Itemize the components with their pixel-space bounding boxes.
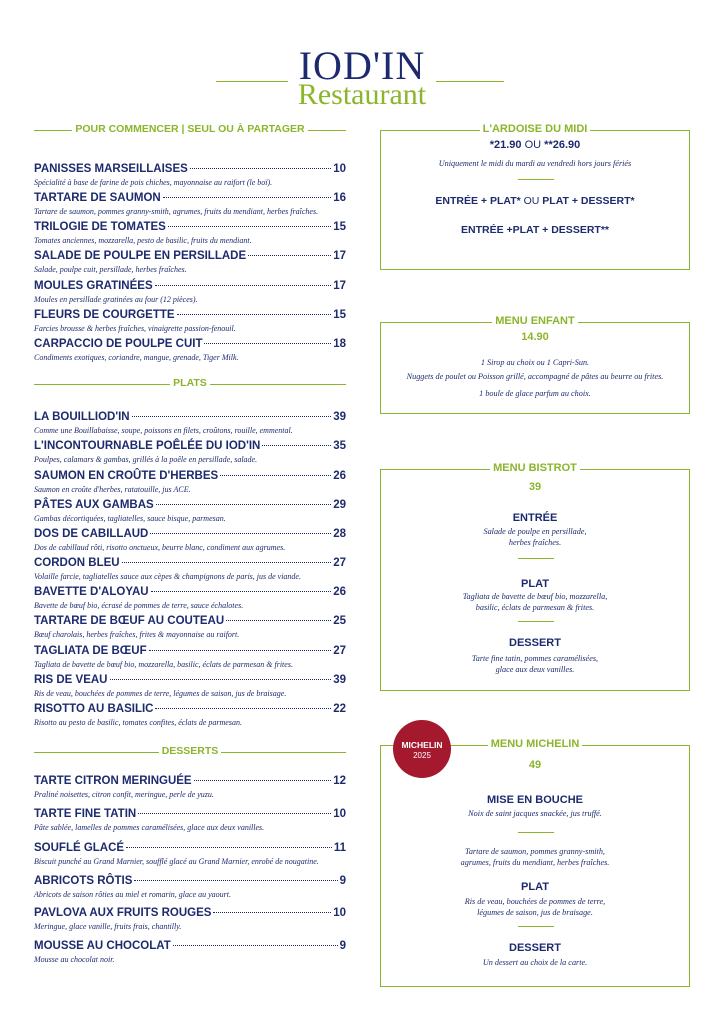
menu-item-description: Bœuf charolais, herbes fraîches, frites & mayonnaise au raifort. xyxy=(34,630,240,639)
dot-leader xyxy=(110,679,332,680)
menu-item xyxy=(34,557,346,581)
menu-item-name: SALADE DE POULPE EN PERSILLADE xyxy=(34,250,247,262)
section-header xyxy=(34,377,346,391)
michelin-mise-heading: MISE EN BOUCHE xyxy=(487,794,583,806)
michelin-mise-line: Noix de saint jacques snackée, jus truffé. xyxy=(468,809,602,818)
menu-item-price: 29 xyxy=(333,499,346,511)
dot-leader xyxy=(173,945,338,946)
menu-item-description: Risotto au pesto de basilic, tomates confites, éclats de parmesan. xyxy=(34,718,242,727)
enfant-line-3: 1 boule de glace parfum au choix. xyxy=(479,389,591,398)
menu-item-price: 39 xyxy=(333,674,346,686)
dot-leader xyxy=(177,314,332,315)
menu-enfant-box xyxy=(380,315,690,414)
menu-item-description: Poulpes, calamars & gambas, grillés à la poêle en persillade, salade. xyxy=(34,455,258,464)
menu-item-name: CARPACCIO DE POULPE CUIT xyxy=(34,338,203,350)
menu-item-description: Comme une Bouillabaisse, soupe, poissons en filets, croûtons, rouille, emmental. xyxy=(34,426,293,435)
bistrot-entree-heading: ENTRÉE xyxy=(512,512,558,524)
menu-item-name: L'INCONTOURNABLE POÊLÉE DU IOD'IN xyxy=(34,440,261,452)
menu-item-description: Saumon en croûte d'herbes, ratatouille, jus ACE. xyxy=(34,485,191,494)
menu-item-name: TARTARE DE SAUMON xyxy=(34,192,161,204)
michelin-plat-line-1: Ris de veau, bouchées de pommes de terre, xyxy=(464,897,606,906)
divider xyxy=(518,179,554,180)
michelin-plat-heading: PLAT xyxy=(521,881,549,893)
menu-item-name: RIS DE VEAU xyxy=(34,674,108,686)
bistrot-plat-line-1: Tagliata de bavette de bœuf bio, mozzarella, xyxy=(462,592,608,601)
ardoise-price-2: **26.90 xyxy=(544,139,581,151)
menu-item-name: SOUFLÉ GLACÉ xyxy=(34,842,125,854)
dot-leader xyxy=(150,533,331,534)
section-title: DESSERTS xyxy=(159,745,222,757)
menu-item xyxy=(34,674,346,698)
menu-item xyxy=(34,499,346,523)
dot-leader xyxy=(155,708,331,709)
divider xyxy=(518,558,554,559)
menu-item-name: PÂTES AUX GAMBAS xyxy=(34,499,154,511)
menu-item-name: TRILOGIE DE TOMATES xyxy=(34,221,166,233)
menu-item-price: 17 xyxy=(333,280,346,292)
menu-item-description: Spécialité à base de farine de pois chiches, mayonnaise au raifort (le boï). xyxy=(34,178,273,187)
menu-item-description: Praliné noisettes, citron confit, meringue, perle de yuzu. xyxy=(34,790,214,799)
menu-item xyxy=(34,528,346,552)
ardoise-option-1: ENTRÉE + PLAT* OU PLAT + DESSERT* xyxy=(435,195,635,207)
menu-item-price: 26 xyxy=(333,586,346,598)
menu-item xyxy=(34,615,346,639)
dot-leader xyxy=(226,620,331,621)
menu-item-name: TARTE CITRON MERINGUÉE xyxy=(34,775,192,787)
dot-leader xyxy=(163,197,331,198)
menu-item-name: TARTARE DE BŒUF AU COUTEAU xyxy=(34,615,225,627)
menu-item-price: 10 xyxy=(333,808,346,820)
bistrot-entree-line-1: Salade de poulpe en persillade, xyxy=(483,527,587,536)
dot-leader xyxy=(155,285,332,286)
menu-item-description: Gambas décortiquées, tagliatelles, sauce bisque, parmesan. xyxy=(34,514,226,523)
menu-item xyxy=(34,338,346,362)
michelin-entree-line-2: agrumes, fruits du mendiant, herbes fraîches. xyxy=(460,858,610,867)
menu-item-price: 26 xyxy=(333,470,346,482)
menu-item-name: ABRICOTS RÔTIS xyxy=(34,875,133,887)
menu-item xyxy=(34,775,346,799)
menu-item-description: Mousse au chocolat noir. xyxy=(34,955,115,964)
divider xyxy=(518,621,554,622)
menu-item-name: TARTE FINE TATIN xyxy=(34,808,137,820)
menu-item-description: Meringue, glace vanille, fruits frais, chantilly. xyxy=(34,922,182,931)
menu-item-description: Bavette de bœuf bio, écrasé de pommes de terre, sauce échalotes. xyxy=(34,601,244,610)
bistrot-dessert-heading: DESSERT xyxy=(509,637,561,649)
enfant-line-2: Nuggets de poulet ou Poisson grillé, accompagné de pâtes au beurre ou frites. xyxy=(406,372,664,381)
menu-item-price: 27 xyxy=(333,645,346,657)
dot-leader xyxy=(220,475,331,476)
menu-item xyxy=(34,192,346,216)
menu-item xyxy=(34,470,346,494)
restaurant-logo: IOD'IN xyxy=(298,43,426,88)
menu-item-description: Tagliata de bavette de bœuf bio, mozzarella, basilic, éclats de parmesan & frites. xyxy=(34,660,293,669)
enfant-title: MENU ENFANT xyxy=(381,315,689,327)
section-title: PLATS xyxy=(170,377,210,389)
menu-item-name: BAVETTE D'ALOYAU xyxy=(34,586,149,598)
menu-item-name: SAUMON EN CROÛTE D'HERBES xyxy=(34,470,219,482)
ardoise-du-midi-box xyxy=(380,123,690,270)
restaurant-subtitle: Restaurant xyxy=(297,78,427,111)
menu-item-description: Abricots de saison rôties au miel et romarin, glace au yaourt. xyxy=(34,890,232,899)
dot-leader xyxy=(138,813,331,814)
dot-leader xyxy=(168,226,331,227)
bistrot-plat-heading: PLAT xyxy=(521,578,549,590)
menu-item-price: 15 xyxy=(333,309,346,321)
menu-item-name: DOS DE CABILLAUD xyxy=(34,528,149,540)
menu-item-price: 35 xyxy=(333,440,346,452)
enfant-price: 14.90 xyxy=(521,331,549,343)
section-header xyxy=(34,745,346,759)
ardoise-price-1: *21.90 xyxy=(489,139,522,151)
menu-item-description: Tomates anciennes, mozzarella, pesto de basilic, fruits du mendiant. xyxy=(34,236,252,245)
menu-item-name: PAVLOVA AUX FRUITS ROUGES xyxy=(34,907,212,919)
menu-item xyxy=(34,309,346,333)
menu-item-description: Ris de veau, bouchées de pommes de terre, légumes de saison, jus de braisage. xyxy=(34,689,287,698)
menu-item-name: TAGLIATA DE BŒUF xyxy=(34,645,147,657)
menu-item-description: Biscuit punché au Grand Marnier, soufflé glacé au Grand Marnier, enrobé de nougatine. xyxy=(34,857,319,866)
michelin-plat-line-2: légumes de saison, jus de braisage. xyxy=(477,908,593,917)
dot-leader xyxy=(149,650,332,651)
menu-item-name: MOUSSE AU CHOCOLAT xyxy=(34,940,171,952)
menu-item xyxy=(34,875,346,899)
ardoise-prices xyxy=(381,139,689,151)
menu-item xyxy=(34,703,346,727)
menu-item-name: LA BOUILLIOD'IN xyxy=(34,411,130,423)
menu-item xyxy=(34,440,346,464)
menu-item-price: 16 xyxy=(333,192,346,204)
menu-item-price: 25 xyxy=(333,615,346,627)
menu-bistrot-box xyxy=(380,462,690,691)
section-header xyxy=(34,123,346,137)
dot-leader xyxy=(262,445,331,446)
bistrot-entree-line-2: herbes fraîches. xyxy=(508,538,562,547)
menu-item-description: Tartare de saumon, pommes granny-smith, agrumes, fruits du mendiant, herbes fraîches. xyxy=(34,207,319,216)
dot-leader xyxy=(151,591,332,592)
michelin-badge-label: MICHELIN xyxy=(401,740,443,750)
menu-item-price: 10 xyxy=(333,163,346,175)
bistrot-dessert-line-2: glace aux deux vanilles. xyxy=(495,665,575,674)
menu-item-name: FLEURS DE COURGETTE xyxy=(34,309,175,321)
dot-leader xyxy=(134,880,337,881)
michelin-price: 49 xyxy=(528,759,542,771)
menu-item-price: 12 xyxy=(333,775,346,787)
menu-item-price: 17 xyxy=(333,250,346,262)
menu-item-description: Volaille farcie, tagliatelles sauce aux cèpes & champignons de paris, jus de viande. xyxy=(34,572,301,581)
menu-item-name: RISOTTO AU BASILIC xyxy=(34,703,154,715)
section-title: POUR COMMENCER | SEUL OU À PARTAGER xyxy=(72,123,307,135)
dot-leader xyxy=(132,416,332,417)
dot-leader xyxy=(204,343,331,344)
menu-michelin-box xyxy=(380,738,690,987)
menu-item-description: Salade, poulpe cuit, persillade, herbes fraîches. xyxy=(34,265,187,274)
menu-item xyxy=(34,842,346,866)
bistrot-dessert-line-1: Tarte fine tatin, pommes caramélisées, xyxy=(471,654,599,663)
dot-leader xyxy=(190,168,331,169)
divider xyxy=(518,832,554,833)
bistrot-price: 39 xyxy=(528,481,542,493)
menu-item-description: Moules en persillade gratinées au four (12 pièces). xyxy=(34,295,198,304)
dot-leader xyxy=(156,504,332,505)
dot-leader xyxy=(194,780,332,781)
menu-item-price: 10 xyxy=(333,907,346,919)
menu-item-price: 27 xyxy=(333,557,346,569)
ardoise-note: Uniquement le midi du mardi au vendredi hors jours fériés xyxy=(438,159,632,168)
menu-item xyxy=(34,163,346,187)
divider xyxy=(518,926,554,927)
menu-item xyxy=(34,411,346,435)
menu-item xyxy=(34,250,346,274)
menu-item xyxy=(34,907,346,931)
michelin-dessert-line: Un dessert au choix de la carte. xyxy=(482,958,588,967)
menu-item xyxy=(34,586,346,610)
menu-item-name: CORDON BLEU xyxy=(34,557,120,569)
menu-item-price: 18 xyxy=(333,338,346,350)
dot-leader xyxy=(126,847,332,848)
menu-item-price: 9 xyxy=(339,940,346,952)
menu-item-description: Condiments exotiques, coriandre, mangue, grenade, Tiger Milk. xyxy=(34,353,239,362)
dot-leader xyxy=(122,562,332,563)
menu-item-price: 9 xyxy=(339,875,346,887)
menu-item xyxy=(34,221,346,245)
menu-item xyxy=(34,808,346,832)
menu-item-name: PANISSES MARSEILLAISES xyxy=(34,163,188,175)
ardoise-or: OU xyxy=(524,139,542,151)
enfant-line-1: 1 Sirop au choix ou 1 Capri-Sun. xyxy=(480,358,590,367)
ardoise-option-2: ENTRÉE +PLAT + DESSERT** xyxy=(460,224,609,236)
menu-item-price: 22 xyxy=(333,703,346,715)
menu-item-price: 28 xyxy=(333,528,346,540)
menu-item-name: MOULES GRATINÉES xyxy=(34,280,153,292)
bistrot-title: MENU BISTROT xyxy=(381,462,689,474)
menu-item-price: 15 xyxy=(333,221,346,233)
menu-item-price: 39 xyxy=(333,411,346,423)
menu-item xyxy=(34,940,346,964)
menu-item-description: Farcies brousse & herbes fraîches, vinaigrette passion-fenouil. xyxy=(34,324,236,333)
menu-item-description: Pâte sablée, lamelles de pommes caramélisées, glace aux deux vanilles. xyxy=(34,823,265,832)
michelin-badge-year: 2025 xyxy=(413,751,431,760)
menu-item xyxy=(34,280,346,304)
michelin-badge xyxy=(393,720,451,778)
menu-item xyxy=(34,645,346,669)
michelin-entree-line-1: Tartare de saumon, pommes granny-smith, xyxy=(465,847,605,856)
menu-item-description: Dos de cabillaud rôti, risotto onctueux, beurre blanc, condiment aux agrumes. xyxy=(34,543,286,552)
ardoise-title: L'ARDOISE DU MIDI xyxy=(381,123,689,135)
menu-item-price: 11 xyxy=(333,842,346,854)
michelin-title: MENU MICHELIN xyxy=(381,738,689,750)
dot-leader xyxy=(213,912,331,913)
michelin-dessert-heading: DESSERT xyxy=(509,942,561,954)
dot-leader xyxy=(248,255,331,256)
bistrot-plat-line-2: basilic, éclats de parmesan & frites. xyxy=(475,603,595,612)
